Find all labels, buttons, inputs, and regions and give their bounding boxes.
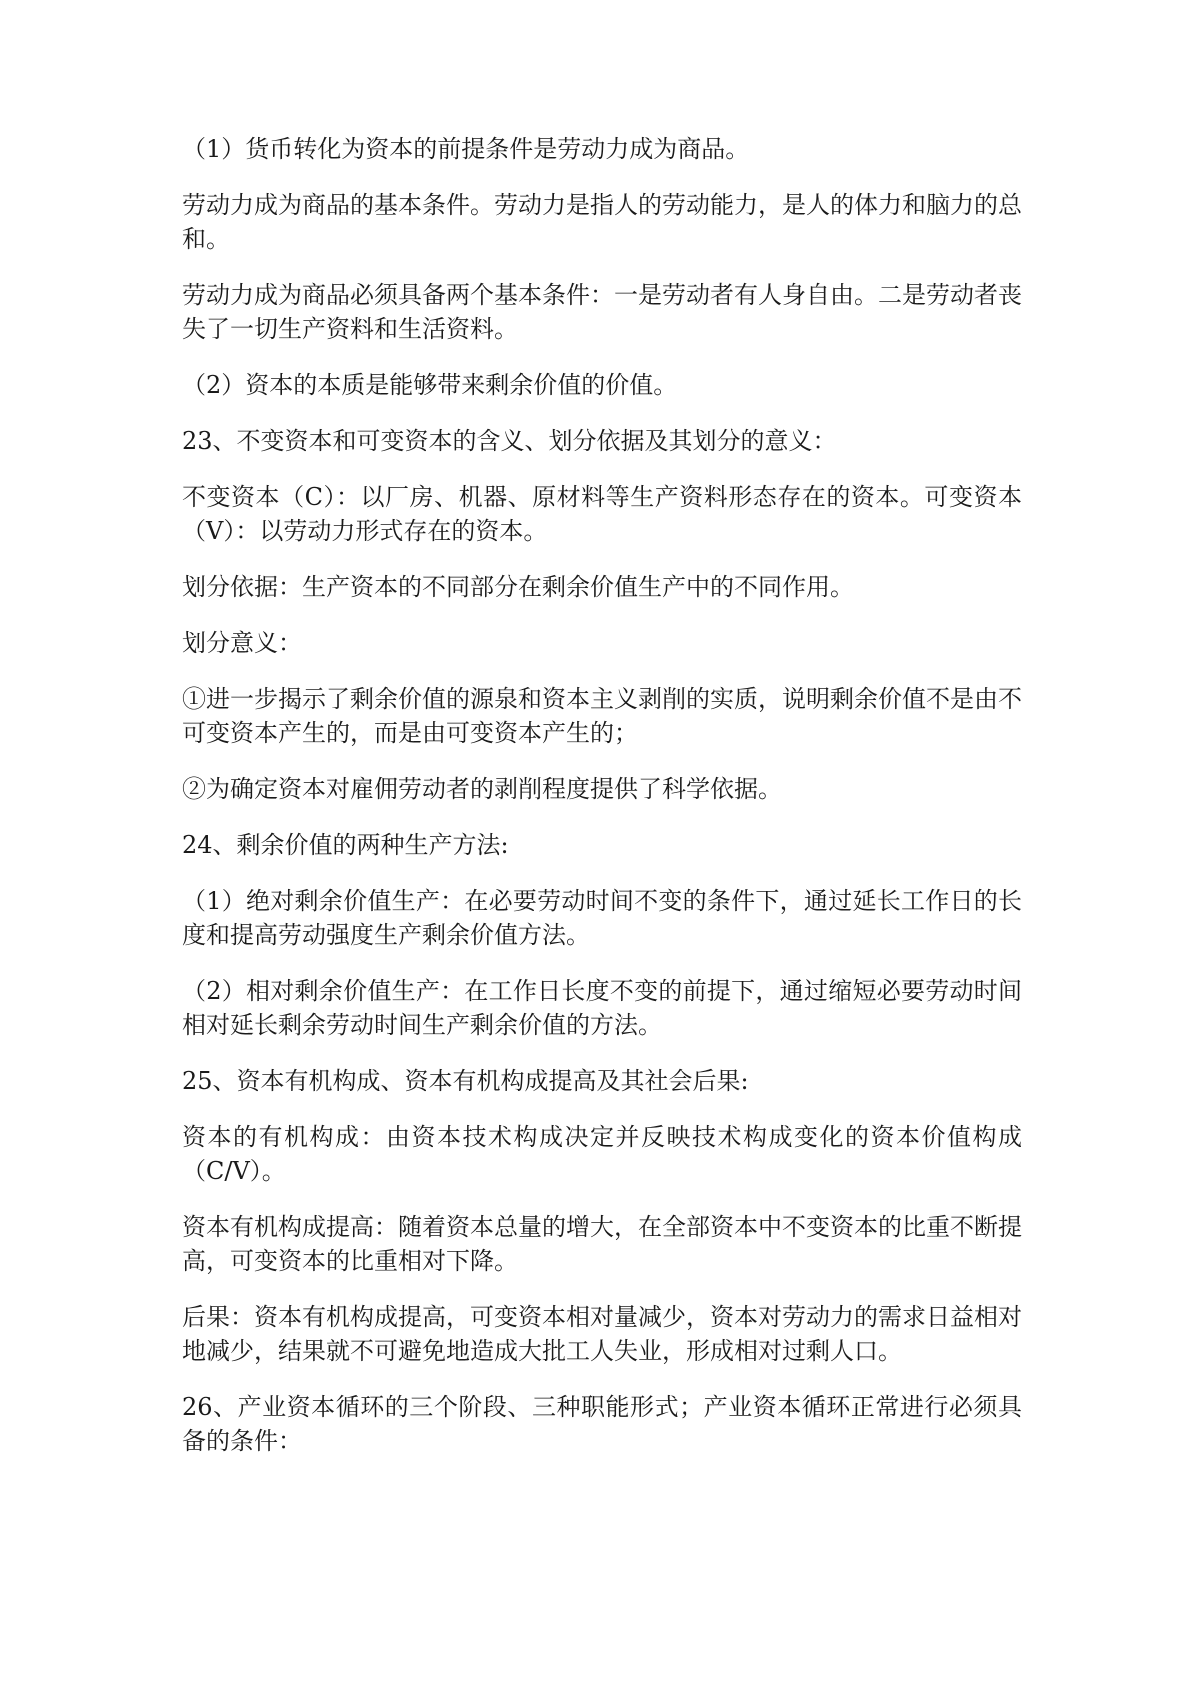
paragraph-organic-composition-rise: 资本有机构成提高：随着资本总量的增大，在全部资本中不变资本的比重不断提高，可变资本的比重相对下降。 — [182, 1213, 1022, 1275]
paragraph-division-significance-label: 划分意义： — [182, 629, 302, 657]
heading-section-23: 23、不变资本和可变资本的含义、划分依据及其划分的意义： — [182, 427, 837, 455]
paragraph-division-basis: 划分依据：生产资本的不同部分在剩余价值生产中的不同作用。 — [182, 573, 854, 601]
heading-section-26: 26、产业资本循环的三个阶段、三种职能形式；产业资本循环正常进行必须具备的条件： — [182, 1393, 1022, 1455]
paragraph-significance-1: ①进一步揭示了剩余价值的源泉和资本主义剥削的实质，说明剩余价值不是由不可变资本产生的，而是由可变资本产生的； — [182, 685, 1022, 747]
paragraph-consequences: 后果：资本有机构成提高，可变资本相对量减少，资本对劳动力的需求日益相对地减少，结果就不可避免地造成大批工人失业，形成相对过剩人口。 — [182, 1303, 1022, 1365]
paragraph-organic-composition: 资本的有机构成：由资本技术构成决定并反映技术构成变化的资本价值构成（C/V）。 — [182, 1123, 1022, 1185]
paragraph-essence-of-capital: （2）资本的本质是能够带来剩余价值的价值。 — [182, 371, 678, 399]
document-body — [182, 132, 1022, 1480]
paragraph-constant-variable-capital: 不变资本（C）：以厂房、机器、原材料等生产资料形态存在的资本。可变资本（V）：以劳动力形式存在的资本。 — [182, 483, 1022, 545]
paragraph-absolute-surplus-value: （1）绝对剩余价值生产：在必要劳动时间不变的条件下，通过延长工作日的长度和提高劳动强度生产剩余价值方法。 — [182, 887, 1022, 949]
heading-section-24: 24、剩余价值的两种生产方法: — [182, 831, 509, 859]
paragraph-relative-surplus-value: （2）相对剩余价值生产：在工作日长度不变的前提下，通过缩短必要劳动时间相对延长剩余劳动时间生产剩余价值的方法。 — [182, 977, 1022, 1039]
paragraph-money-to-capital: （1）货币转化为资本的前提条件是劳动力成为商品。 — [182, 135, 750, 163]
paragraph-labor-power-definition: 劳动力成为商品的基本条件。劳动力是指人的劳动能力，是人的体力和脑力的总和。 — [182, 191, 1022, 253]
paragraph-significance-2: ②为确定资本对雇佣劳动者的剥削程度提供了科学依据。 — [182, 775, 782, 803]
paragraph-labor-power-conditions: 劳动力成为商品必须具备两个基本条件：一是劳动者有人身自由。二是劳动者丧失了一切生产资料和生活资料。 — [182, 281, 1022, 343]
heading-section-25: 25、资本有机构成、资本有机构成提高及其社会后果: — [182, 1067, 749, 1095]
